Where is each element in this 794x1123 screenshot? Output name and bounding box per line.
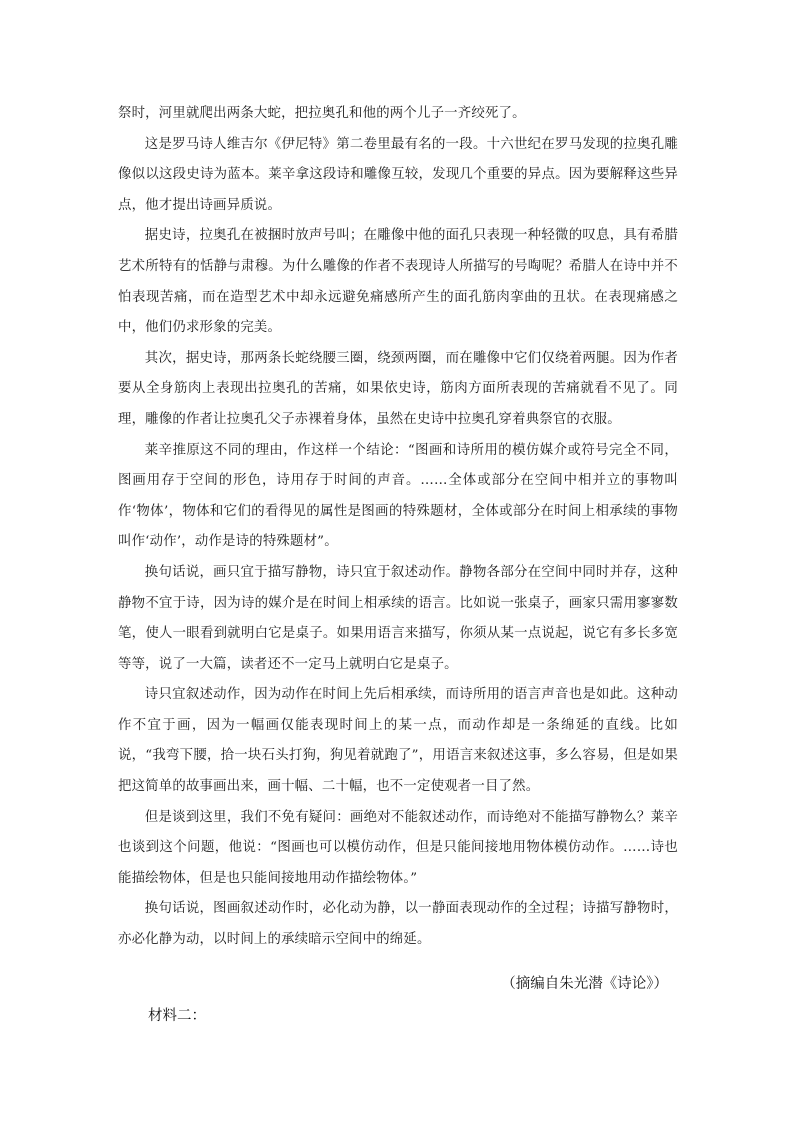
paragraph-1: 祭时，河里就爬出两条大蛇，把拉奥孔和他的两个儿子一齐绞死了。 [118,106,526,121]
paragraph-3: 据史诗，拉奥孔在被捆时放声号叫；在雕像中他的面孔只表现一种轻微的叹息，具有希腊艺术所特有的恬静与肃穆。为什么雕像的作者不表现诗人所描写的号啕呢？希腊人在诗中并不怕表现苦痛，而在造型艺术中却永远避免痛感所产生的面孔筋肉挛曲的丑状。在表现痛感之中，他们仍求形象的完美。 [118,228,678,336]
paragraph-9: 换句话说，图画叙述动作时，必化动为静，以一静面表现动作的全过程；诗描写静物时，亦必化静为动，以时间上的承续暗示空间中的绵延。 [118,901,678,948]
article-body [118,99,678,956]
paragraph-7: 诗只宜叙述动作，因为动作在时间上先后相承续，而诗所用的语言声音也是如此。这种动作不宜于画，因为一幅画仅能表现时间上的某一点，而动作却是一条绵延的直线。比如说，“我弯下腰，拾一块石头打狗，狗见着就跑了”，用语言来叙述这事，多么容易，但是如果把这简单的故事画出来，画十幅、二十幅，也不一定使观者一目了然。 [118,687,678,795]
section-heading-material-two: 材料二： [148,1008,206,1024]
source-citation: （摘编自朱光潜《诗论》） [501,976,668,992]
paragraph-8: 但是谈到这里，我们不免有疑问：画绝对不能叙述动作，而诗绝对不能描写静物么？莱辛也谈到这个问题，他说：“图画也可以模仿动作，但是只能间接地用物体模仿动作。……诗也能描绘物体，但是也只能间接地用动作描绘物体。” [118,809,678,886]
paragraph-4: 其次，据史诗，那两条长蛇绕腰三圈，绕颈两圈，而在雕像中它们仅绕着两腿。因为作者要从全身筋肉上表现出拉奥孔的苦痛，如果依史诗，筋肉方面所表现的苦痛就看不见了。同理，雕像的作者让拉奥孔父子赤裸着身体，虽然在史诗中拉奥孔穿着典祭官的衣服。 [118,350,678,427]
paragraph-2: 这是罗马诗人维吉尔《伊尼特》第二卷里最有名的一段。十六世纪在罗马发现的拉奥孔雕像似以这段史诗为蓝本。莱辛拿这段诗和雕像互较，发现几个重要的异点。因为要解释这些异点，他才提出诗画异质说。 [118,136,678,213]
paragraph-6: 换句话说，画只宜于描写静物，诗只宜于叙述动作。静物各部分在空间中同时并存，这种静物不宜于诗，因为诗的媒介是在时间上相承续的语言。比如说一张桌子，画家只需用寥寥数笔，使人一眼看到就明白它是桌子。如果用语言来描写，你须从某一点说起，说它有多长多宽等等，说了一大篇，读者还不一定马上就明白它是桌子。 [118,564,678,672]
paragraph-5: 莱辛推原这不同的理由，作这样一个结论：“图画和诗所用的模仿媒介或符号完全不同，图画用存于空间的形色，诗用存于时间的声音。……全体或部分在空间中相并立的事物叫作‘物体’，物体和它们的看得见的属性是图画的特殊题材，全体或部分在时间上相承续的事物叫作‘动作’，动作是诗的特殊题材”。 [118,442,678,550]
